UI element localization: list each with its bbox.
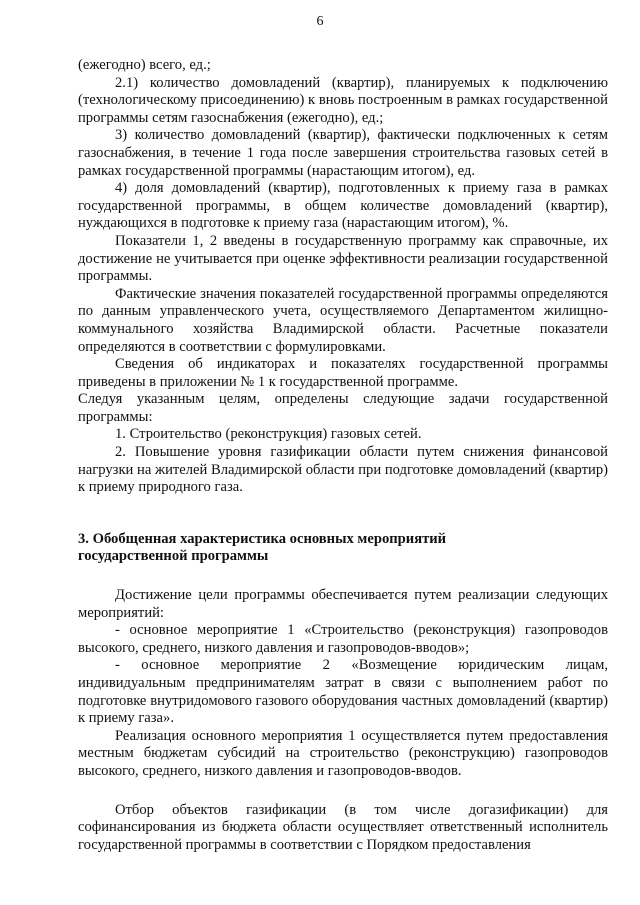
paragraph: Реализация основного мероприятия 1 осуществляется путем предоставления местным бюджетам субсидий на строительство (реконструкцию) газопроводов высокого, среднего, низкого давления и газопроводов-вводов. [78, 727, 608, 779]
paragraph: 3) количество домовладений (квартир), фактически подключенных к сетям газоснабжения, в течение 1 года после завершения строительства газовых сетей в рамках государственной программы (нарастающим итогом), ед. [78, 127, 608, 179]
list-item: - основное мероприятие 2 «Возмещение юридическим лицам, индивидуальным предпринимателям затрат в связи с выполнением работ по подготовке внутридомового газового оборудования частных домовладений (квартир) к приему газа». [78, 657, 608, 727]
section-heading-line-1: 3. Обобщенная характеристика основных мероприятий [78, 530, 447, 547]
paragraph: Фактические значения показателей государственной программы определяются по данным управленческого учета, осуществляемого Департаментом жилищно-коммунального хозяйства Владимирской области. Расчетные показатели определяются в соответствии с формулировками. [78, 285, 608, 355]
paragraph: Сведения об индикаторах и показателях государственной программы приведены в приложении № 1 к государственной программе. [78, 356, 608, 390]
list-item: - основное мероприятие 1 «Строительство (реконструкция) газопроводов высокого, среднего, низкого давления и газопроводов-вводов»; [78, 622, 608, 656]
paragraph: Достижение цели программы обеспечивается путем реализации следующих мероприятий: [78, 587, 608, 621]
paragraph: Следуя указанным целям, определены следующие задачи государственной программы: [78, 391, 608, 425]
paragraph: Показатели 1, 2 введены в государственную программу как справочные, их достижение не учитывается при оценке эффективности реализации государственной программы. [78, 232, 608, 285]
task-item: 1. Строительство (реконструкция) газовых сетей. [115, 426, 422, 443]
paragraph: 4) доля домовладений (квартир), подготовленных к приему газа в рамках государственной программы, в общем количестве домовладений (квартир), нуждающихся в подготовке к приему газа (нарастающим итогом), %. [78, 180, 608, 232]
paragraph: Отбор объектов газификации (в том числе догазификации) для софинансирования из бюджета области осуществляет ответственный исполнитель государственной программы в соответствии с Порядком предоставления [78, 801, 608, 853]
section-heading-line-2: государственной программы [78, 548, 269, 565]
document-body [78, 57, 608, 854]
page-number: 6 [316, 14, 324, 29]
paragraph: 2.1) количество домовладений (квартир), планируемых к подключению (технологическому присоединению) к вновь построенным в рамках государственной программы сетям газоснабжения (ежегодно), ед.; [78, 74, 608, 126]
paragraph: (ежегодно) всего, ед.; [78, 57, 211, 73]
task-item: 2. Повышение уровня газификации области путем снижения финансовой нагрузки на жителей Владимирской области при подготовке домовладений (квартир) к приему природного газа. [78, 444, 608, 496]
